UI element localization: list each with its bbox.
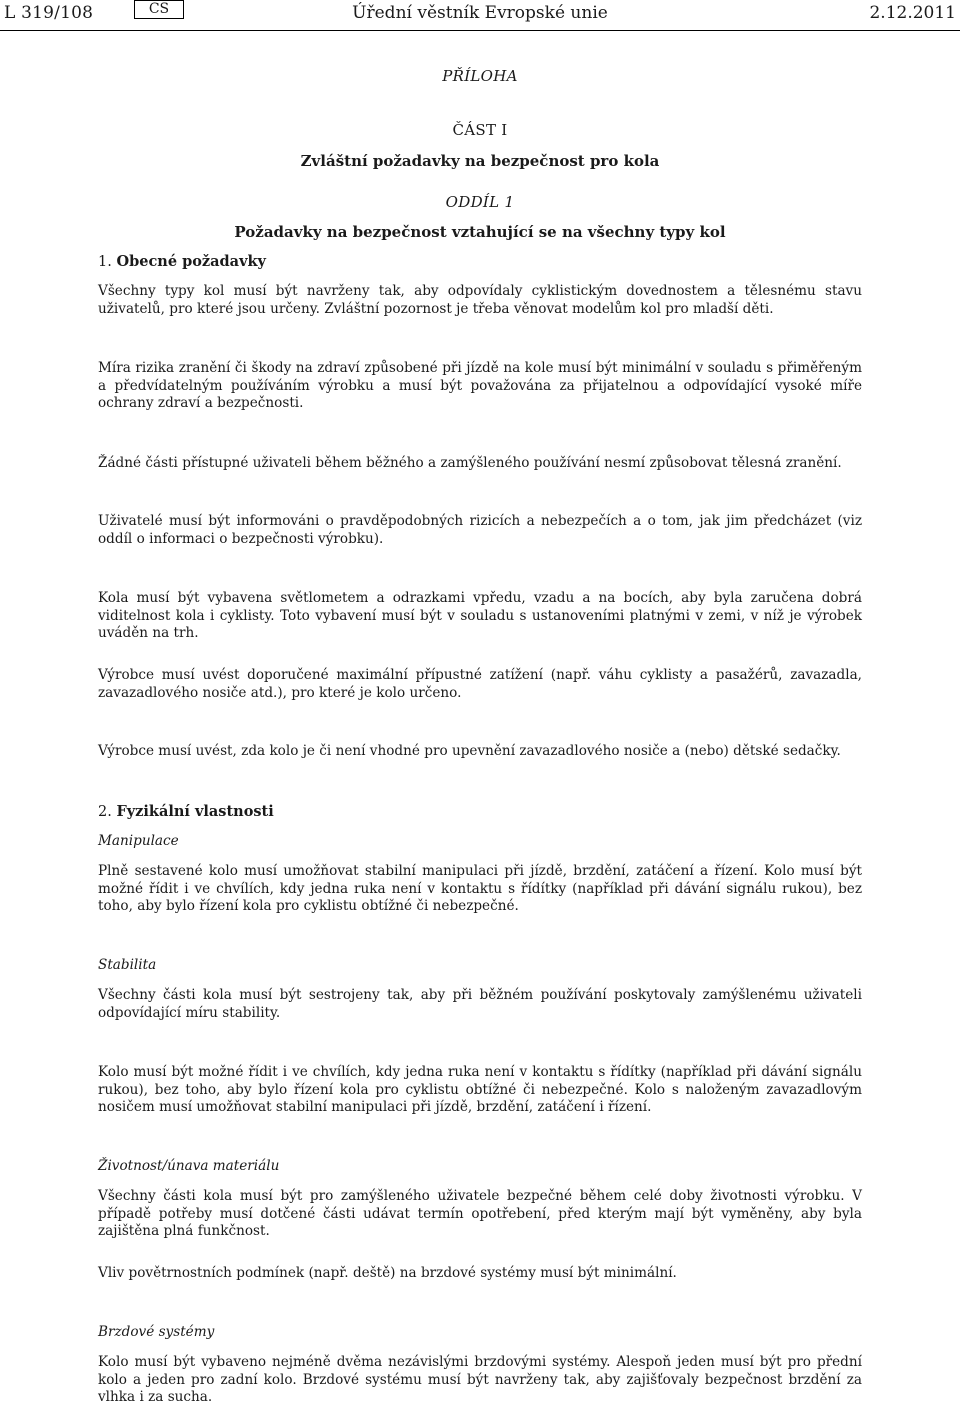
page-header	[0, 0, 960, 31]
paragraph: Kola musí být vybavena světlometem a odrazkami vpředu, vzadu a na bocích, aby byla zaručena dobrá viditelnost kola i cyklisty. Toto vybavení musí být v souladu s ustanoveními platnými v zemi, v níž je výrobek uváděn na trh.	[98, 590, 862, 641]
paragraph: Kolo musí být možné řídit i ve chvílích, kdy jedna ruka není v kontaktu s řídítky (například při dávání signálu rukou), bez toho, aby bylo řízení kola pro cyklistu obtížné či nebezpečné. Kolo s naloženým zavazadlovým nosičem musí umožňovat stabilní manipulaci při jízdě, brzdění, zatáčení i řízení.	[98, 1064, 862, 1115]
section-heading: ODDÍL 1	[445, 193, 515, 211]
heading-physical-properties	[98, 803, 274, 820]
heading-number: 2.	[98, 804, 112, 820]
subheading-zivotnost: Životnost/únava materiálu	[98, 1158, 280, 1174]
heading-text: Fyzikální vlastnosti	[116, 803, 274, 820]
paragraph: Kolo musí být vybaveno nejméně dvěma nezávislými brzdovými systémy. Alespoň jeden musí být pro přední kolo a jeden pro zadní kolo. Brzdové systému musí být navrženy tak, aby zajišťovaly bezpečnost brzdění za vlhka i za sucha.	[98, 1354, 862, 1405]
heading-text: Obecné požadavky	[116, 253, 266, 270]
subheading-stabilita: Stabilita	[98, 957, 157, 973]
page-reference: L 319/108	[4, 3, 94, 23]
paragraph: Žádné části přístupné uživateli během běžného a zamýšleného používání nesmí způsobovat tělesná zranění.	[98, 455, 842, 471]
paragraph: Všechny části kola musí být pro zamýšleného uživatele bezpečné během celé doby životnosti výrobku. V případě potřeby musí dotčené části udávat termín opotřebení, před kterým mají být vyměněny, aby byla zajištěna plná funkčnost.	[98, 1188, 862, 1239]
publication-date: 2.12.2011	[869, 3, 956, 23]
subheading-manipulace: Manipulace	[98, 833, 179, 849]
heading-number: 1.	[98, 254, 112, 270]
paragraph: Vliv povětrnostních podmínek (např. deště) na brzdové systémy musí být minimální.	[98, 1265, 677, 1281]
language-badge: CS	[134, 0, 184, 19]
paragraph: Míra rizika zranění či škody na zdraví způsobené při jízdě na kole musí být minimální v souladu s přiměřeným a předvídatelným používáním výrobku a musí být považována za přijatelnou a odpovídající vysoké míře ochrany zdraví a bezpečnosti.	[98, 360, 862, 411]
part-title: Zvláštní požadavky na bezpečnost pro kola	[300, 152, 660, 170]
paragraph: Plně sestavené kolo musí umožňovat stabilní manipulaci při jízdě, brzdění, zatáčení a řízení. Kolo musí být možné řídit i ve chvílích, kdy jedna ruka není v kontaktu s řídítky (například při dávání signálu rukou), bez toho, aby bylo řízení kola pro cyklistu obtížné či nebezpečné.	[98, 863, 862, 914]
part-heading: ČÁST I	[452, 121, 508, 139]
section-title: Požadavky na bezpečnost vztahující se na všechny typy kol	[234, 223, 726, 241]
paragraph: Uživatelé musí být informováni o pravděpodobných rizicích a nebezpečích a o tom, jak jim předcházet (viz oddíl o informaci o bezpečnosti výrobku).	[98, 513, 862, 547]
paragraph: Všechny typy kol musí být navrženy tak, aby odpovídaly cyklistickým dovednostem a tělesnému stavu uživatelů, pro které jsou určeny. Zvláštní pozornost je třeba věnovat modelům kol pro mladší děti.	[98, 283, 862, 317]
subheading-brzdy: Brzdové systémy	[98, 1324, 215, 1340]
journal-title: Úřední věstník Evropské unie	[352, 3, 608, 23]
paragraph: Všechny části kola musí být sestrojeny tak, aby při běžném používání poskytovaly zamýšlenému uživateli odpovídající míru stability.	[98, 987, 862, 1021]
paragraph: Výrobce musí uvést, zda kolo je či není vhodné pro upevnění zavazadlového nosiče a (nebo) dětské sedačky.	[98, 743, 841, 759]
heading-general-requirements	[98, 253, 266, 270]
paragraph: Výrobce musí uvést doporučené maximální přípustné zatížení (např. váhu cyklisty a pasažérů, zavazadla, zavazadlového nosiče atd.), pro které je kolo určeno.	[98, 667, 862, 701]
annex-heading: PŘÍLOHA	[442, 67, 518, 85]
